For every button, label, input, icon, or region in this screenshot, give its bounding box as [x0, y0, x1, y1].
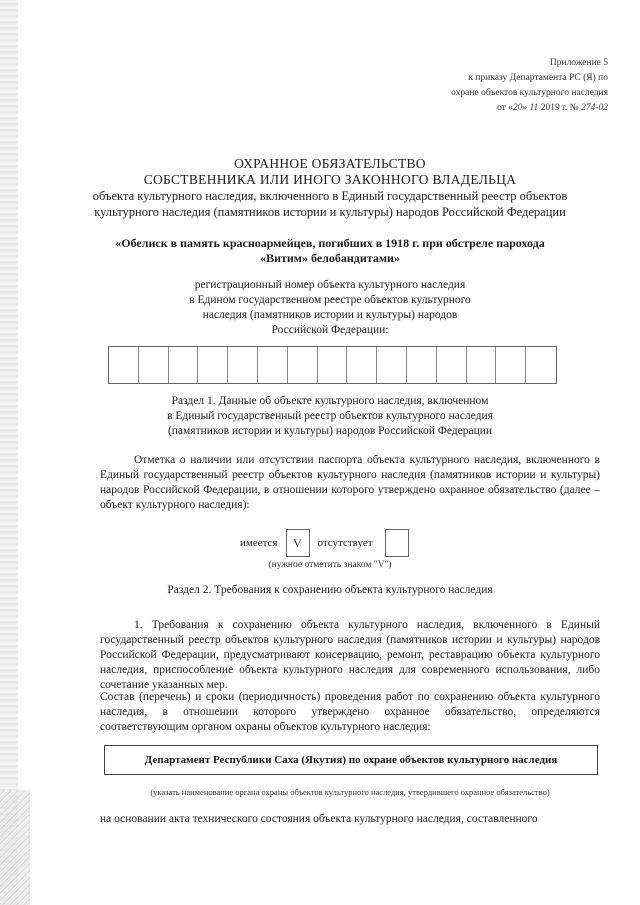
- registration-number-grid: [108, 346, 557, 384]
- choice-hint: (нужное отметить знаком "V"): [268, 560, 392, 570]
- registration-cell[interactable]: [496, 347, 526, 383]
- registration-label-line: в Едином государственном реестре объектов культурного: [189, 294, 471, 306]
- registration-label-line: Российской Федерации:: [271, 324, 389, 336]
- appendix-date-line: [388, 101, 608, 116]
- requirements-item-1: [100, 618, 600, 693]
- registration-cell[interactable]: [258, 347, 288, 383]
- scan-edge-left: [0, 0, 18, 905]
- present-label: имеется: [240, 537, 278, 549]
- registration-cell[interactable]: [198, 347, 228, 383]
- appendix-line: к приказу Департамента РС (Я) по: [468, 73, 608, 83]
- registration-cell[interactable]: [347, 347, 377, 383]
- section-1-line: в Единый государственный реестр объектов культурного наследия: [167, 410, 493, 422]
- object-name-line: «Обелиск в память красноармейцев, погибших в 1918 г. при обстреле парохода: [115, 236, 545, 250]
- title-line: ОХРАННОЕ ОБЯЗАТЕЛЬСТВО: [234, 156, 426, 171]
- appendix-line: охране объектов культурного наследия: [451, 88, 608, 98]
- date-month: 11: [529, 103, 539, 113]
- department-hint: (указать наименование органа охраны объектов культурного наследия, утвердившего охранное обязательство): [150, 787, 550, 797]
- scan-artifact: [0, 790, 30, 905]
- registration-cell[interactable]: [526, 347, 556, 383]
- document-title: [60, 156, 600, 220]
- registration-label: [150, 278, 510, 338]
- registration-cell[interactable]: [139, 347, 169, 383]
- absent-checkbox[interactable]: [385, 529, 409, 557]
- appendix-header: [388, 56, 608, 116]
- absent-label: отсутствует: [317, 537, 373, 549]
- date-suffix: 2019 г. №: [538, 103, 582, 113]
- object-name: [60, 236, 600, 266]
- object-name-line: «Витим» белобандитами»: [260, 251, 400, 265]
- date-day: 20: [512, 103, 523, 113]
- section-1-line: (памятников истории и культуры) народов Российской Федерации: [167, 425, 493, 437]
- registration-cell[interactable]: [288, 347, 318, 383]
- section-2-heading: Раздел 2. Требования к сохранению объекта культурного наследия: [167, 584, 493, 596]
- requirements-item-1-text: 1. Требования к сохранению объекта культурного наследия, включенного в Единый государственный реестр объектов культурного наследия (памятников истории и культуры) народов Российской Федерации, предусматривают консервацию, ремонт, реставрацию объекта культурного наследия, приспособление объекта культурного наследия для современного использования, либо сочетание указанных мер.: [100, 619, 600, 691]
- section-1-line: Раздел 1. Данные об объекте культурного наследия, включенном: [171, 395, 489, 407]
- registration-cell[interactable]: [109, 347, 139, 383]
- registration-cell[interactable]: [169, 347, 199, 383]
- requirements-item-2: Состав (перечень) и сроки (периодичность) проведения работ по сохранению объекта культурного наследия, в отношении которого утверждено охранное обязательство, определяются соответствующим органом охраны объектов культурного наследия:: [100, 691, 600, 733]
- present-checkbox[interactable]: V: [286, 529, 310, 557]
- department-name-box[interactable]: Департамент Республики Саха (Якутия) по охране объектов культурного наследия: [104, 745, 598, 775]
- passport-choice: [240, 528, 417, 558]
- appendix-line: Приложение 5: [549, 58, 608, 68]
- registration-cell[interactable]: [467, 347, 497, 383]
- registration-cell[interactable]: [437, 347, 467, 383]
- date-prefix: от «: [496, 103, 513, 113]
- date-mid: »: [522, 103, 530, 113]
- registration-cell[interactable]: [377, 347, 407, 383]
- last-line: на основании акта технического состояния объекта культурного наследия, составленного: [100, 813, 538, 825]
- registration-cell[interactable]: [318, 347, 348, 383]
- passport-paragraph: [100, 453, 600, 513]
- order-number: 274-02: [581, 103, 608, 113]
- title-line: СОБСТВЕННИКА ИЛИ ИНОГО ЗАКОННОГО ВЛАДЕЛЬЦА: [143, 172, 517, 187]
- registration-cell[interactable]: [407, 347, 437, 383]
- registration-label-line: регистрационный номер объекта культурного наследия: [194, 279, 466, 291]
- registration-cell[interactable]: [228, 347, 258, 383]
- passport-paragraph-text: Отметка о наличии или отсутствии паспорта объекта культурного наследия, включенного в Единый государственный реестр объектов культурного наследия (памятников истории и культуры) народов Российской Федерации, в отношении которого утверждено охранное обязательство (далее – объект культурного наследия):: [100, 454, 600, 511]
- title-line: объекта культурного наследия, включенного в Единый государственный реестр объектов: [92, 189, 568, 203]
- title-line: культурного наследия (памятников истории и культуры) народов Российской Федерации: [94, 205, 566, 219]
- registration-label-line: наследия (памятников истории и культуры) народов: [202, 309, 458, 321]
- section-1-heading: [60, 394, 600, 439]
